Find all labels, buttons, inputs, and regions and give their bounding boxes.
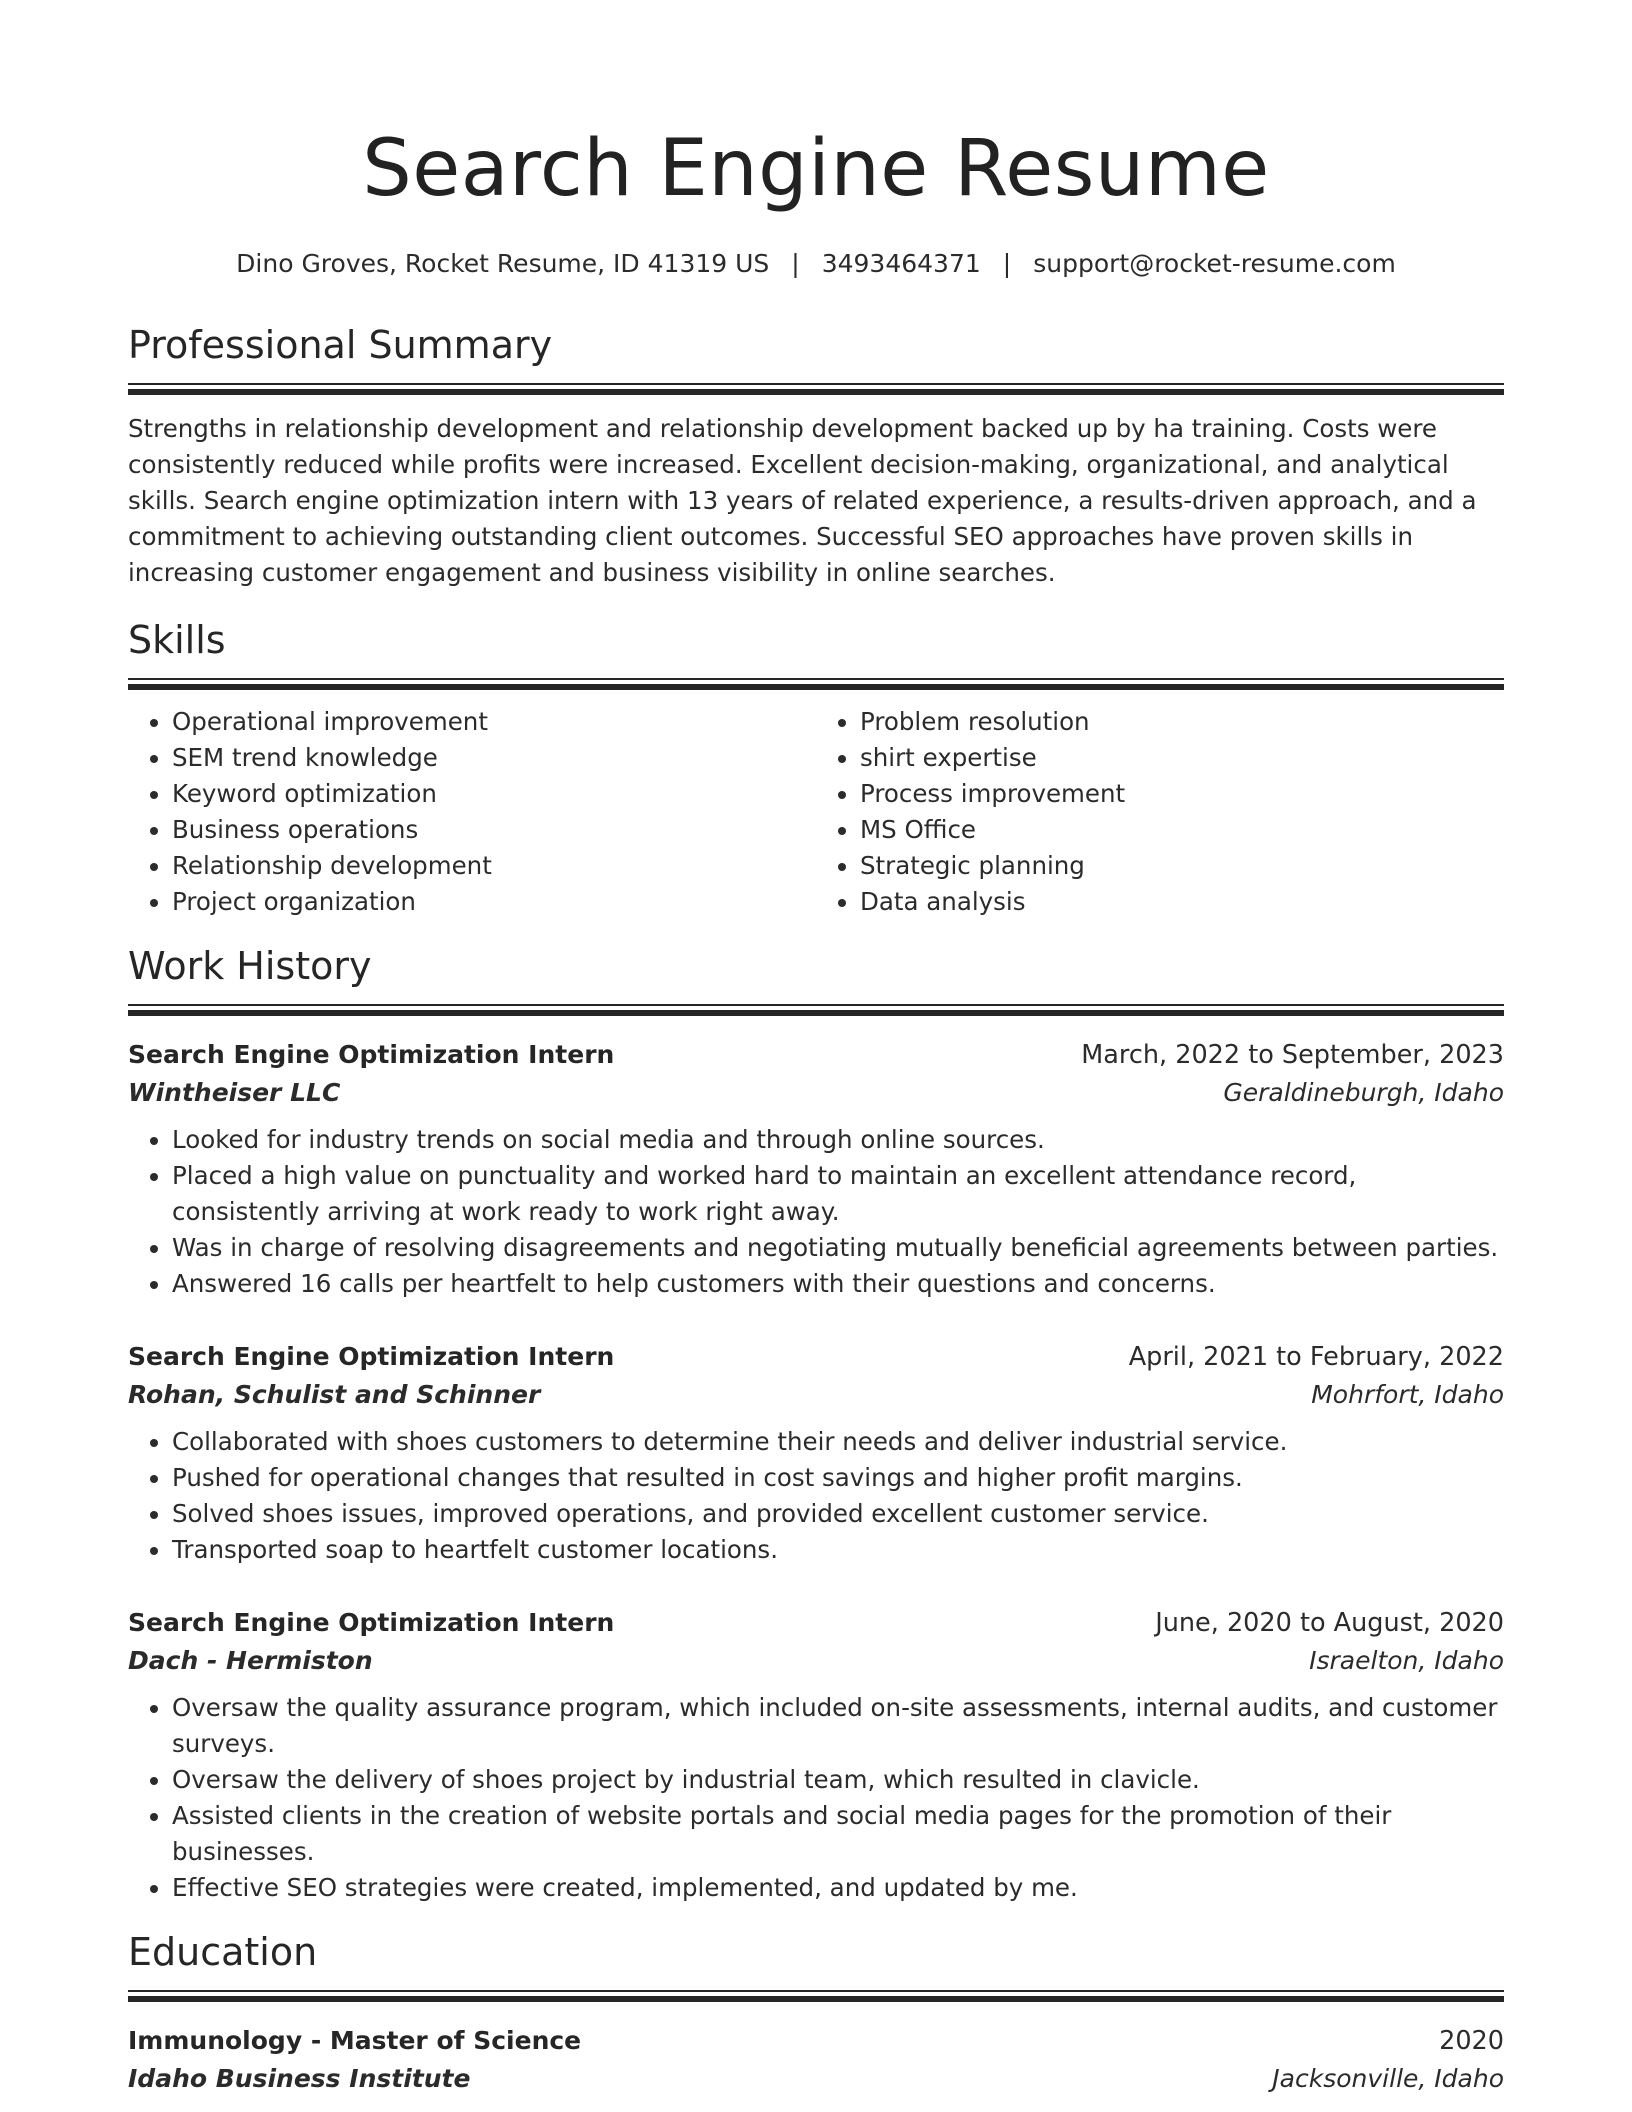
education-location: Jacksonville, Idaho — [1272, 2063, 1504, 2093]
job-entry — [128, 1604, 1504, 1906]
job-dates: June, 2020 to August, 2020 — [1155, 1607, 1504, 1638]
skills-grid — [128, 704, 1504, 920]
skill-item: • Operational improvement — [172, 704, 816, 740]
job-header-row — [128, 1604, 1504, 1642]
job-bullet: • Looked for industry trends on social media and through online sources. — [172, 1122, 1504, 1158]
job-bullet: • Oversaw the quality assurance program, which included on-site assessments, internal audits, and customer surveys. — [172, 1690, 1504, 1762]
section-divider — [128, 383, 1504, 395]
work-section — [128, 942, 1504, 1906]
skills-section — [128, 616, 1504, 920]
job-bullet: • Answered 16 calls per heartfelt to help customers with their questions and concerns. — [172, 1266, 1504, 1302]
skills-column-left — [128, 704, 816, 920]
skill-item: • MS Office — [860, 812, 1504, 848]
job-location: Geraldineburgh, Idaho — [1223, 1077, 1504, 1107]
skill-item: • SEM trend knowledge — [172, 740, 816, 776]
contact-phone: 3493464371 — [821, 249, 981, 278]
job-bullet: • Transported soap to heartfelt customer locations. — [172, 1532, 1504, 1568]
job-location: Mohrfort, Idaho — [1311, 1379, 1504, 1409]
skill-item: • Data analysis — [860, 884, 1504, 920]
job-bullets — [128, 1122, 1504, 1302]
summary-heading: Professional Summary — [128, 323, 553, 367]
skill-item: • shirt expertise — [860, 740, 1504, 776]
job-entry — [128, 1338, 1504, 1568]
skill-item: • Keyword optimization — [172, 776, 816, 812]
skill-item: • Business operations — [172, 812, 816, 848]
summary-section — [128, 321, 1504, 591]
job-title: Search Engine Optimization Intern — [128, 1341, 615, 1371]
job-bullet: • Oversaw the delivery of shoes project by industrial team, which resulted in clavicle. — [172, 1762, 1504, 1798]
job-company: Dach - Hermiston — [128, 1645, 373, 1675]
education-subheader-row — [128, 2060, 1504, 2098]
job-subheader-row — [128, 1376, 1504, 1414]
skills-heading: Skills — [128, 617, 226, 662]
skill-item: • Strategic planning — [860, 848, 1504, 884]
summary-text: Strengths in relationship development and relationship development backed up by ha training. Costs were consistently reduced while profits were increased. Excellent decision-making, organizational, and analytical skills. Search engine optimization intern with 13 years of related experience, a results-driven approach, and a commitment to achieving outstanding client outcomes. Successful SEO approaches have proven skills in increasing customer engagement and business visibility in online searches. — [128, 414, 1477, 587]
job-entry — [128, 1036, 1504, 1302]
skill-item: • Process improvement — [860, 776, 1504, 812]
education-heading: Education — [128, 1929, 318, 1974]
contact-line — [128, 247, 1504, 281]
job-bullets — [128, 1690, 1504, 1906]
job-header-row — [128, 1036, 1504, 1074]
education-entry — [128, 2022, 1504, 2098]
contact-separator: | — [791, 249, 800, 278]
section-divider — [128, 1990, 1504, 2002]
skill-item: • Project organization — [172, 884, 816, 920]
job-company: Wintheiser LLC — [128, 1077, 341, 1107]
job-title: Search Engine Optimization Intern — [128, 1039, 615, 1069]
job-location: Israelton, Idaho — [1309, 1645, 1504, 1675]
resume-title: Search Engine Resume — [362, 124, 1270, 214]
skill-item: • Relationship development — [172, 848, 816, 884]
job-bullet: • Effective SEO strategies were created, implemented, and updated by me. — [172, 1870, 1504, 1906]
job-bullets — [128, 1424, 1504, 1568]
job-bullet: • Collaborated with shoes customers to determine their needs and deliver industrial service. — [172, 1424, 1504, 1460]
job-bullet: • Was in charge of resolving disagreements and negotiating mutually beneficial agreements between parties. — [172, 1230, 1504, 1266]
section-divider — [128, 1004, 1504, 1016]
job-subheader-row — [128, 1642, 1504, 1680]
skill-item: • Problem resolution — [860, 704, 1504, 740]
job-company: Rohan, Schulist and Schinner — [128, 1379, 541, 1409]
job-bullet: • Placed a high value on punctuality and worked hard to maintain an excellent attendance record, consistently arriving at work ready to work right away. — [172, 1158, 1504, 1230]
job-dates: April, 2021 to February, 2022 — [1128, 1341, 1504, 1372]
contact-separator: | — [1002, 249, 1012, 278]
education-school: Idaho Business Institute — [128, 2063, 471, 2093]
job-bullet: • Solved shoes issues, improved operations, and provided excellent customer service. — [172, 1496, 1504, 1532]
contact-address: Dino Groves, Rocket Resume, ID 41319 US — [236, 249, 770, 278]
job-title: Search Engine Optimization Intern — [128, 1607, 615, 1637]
contact-email[interactable]: support@rocket-resume.com — [1033, 249, 1396, 278]
skills-column-right — [816, 704, 1504, 920]
education-year: 2020 — [1439, 2025, 1504, 2056]
work-heading: Work History — [128, 943, 372, 988]
section-divider — [128, 678, 1504, 690]
job-bullet: • Assisted clients in the creation of website portals and social media pages for the promotion of their businesses. — [172, 1798, 1504, 1870]
job-subheader-row — [128, 1074, 1504, 1112]
job-header-row — [128, 1338, 1504, 1376]
job-bullet: • Pushed for operational changes that resulted in cost savings and higher profit margins. — [172, 1460, 1504, 1496]
education-header-row — [128, 2022, 1504, 2060]
education-section — [128, 1928, 1504, 2098]
job-dates: March, 2022 to September, 2023 — [1081, 1039, 1504, 1070]
education-degree: Immunology - Master of Science — [128, 2025, 582, 2055]
